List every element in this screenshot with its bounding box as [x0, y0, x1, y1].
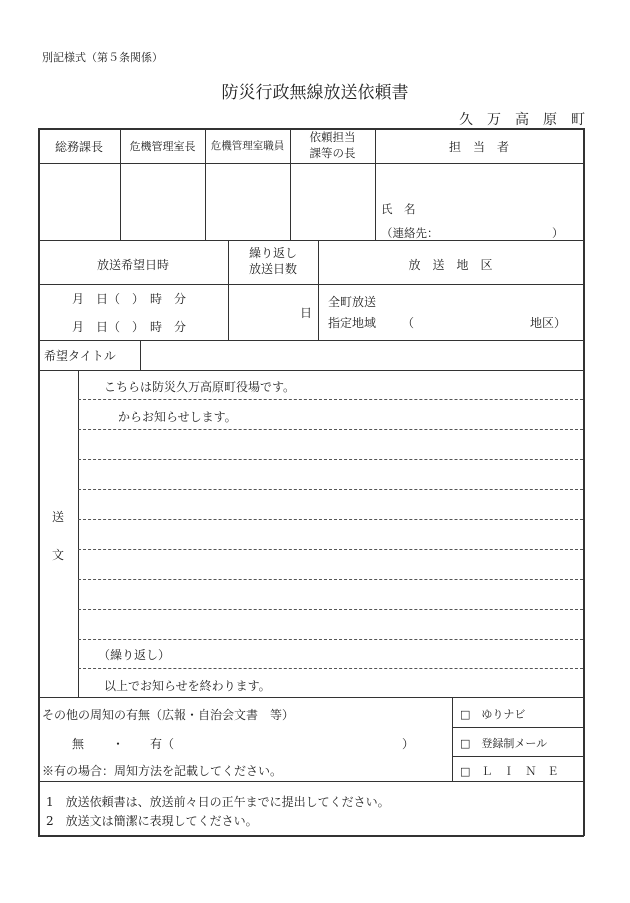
area-all-town[interactable]: 全町放送	[328, 295, 377, 309]
other-note: ※有の場合：周知方法を記載してください。	[42, 764, 283, 778]
name-field[interactable]	[420, 198, 570, 216]
other-yes-close: ）	[402, 737, 415, 751]
page-title: 防災行政無線放送依頼書	[221, 83, 409, 103]
title-row-label: 希望タイトル	[44, 349, 116, 363]
other-yes-option[interactable]: 有（	[150, 737, 175, 751]
contact-field[interactable]	[440, 222, 545, 240]
option-mail[interactable]: □ 登録制メール	[460, 737, 548, 750]
other-separator: ・	[112, 737, 125, 751]
title-field[interactable]	[144, 343, 580, 367]
area-close: 地区）	[530, 316, 567, 330]
option-yurinavi[interactable]: □ ゆりナビ	[460, 708, 526, 721]
area-open-paren: （	[402, 316, 415, 330]
form-label: 別記様式（第５条関係）	[42, 51, 163, 64]
body-repeat: （繰り返し）	[98, 648, 171, 662]
approval-header-general-affairs: 総務課長	[54, 140, 103, 154]
days-field[interactable]	[232, 288, 294, 336]
approval-header-crisis-chief: 危機管理室長	[129, 140, 196, 153]
other-method-field[interactable]	[185, 733, 395, 751]
stamp-cell-crisis-staff[interactable]	[207, 165, 289, 239]
approval-header-crisis-staff: 危機管理室職員	[210, 140, 285, 152]
other-none-option[interactable]: 無	[72, 737, 85, 751]
note-2: 2 放送文は簡潔に表現してください。	[46, 814, 258, 828]
broadcast-area-header: 放 送 地 区	[408, 258, 493, 272]
other-notification-question: その他の周知の有無（広報・自治会文書 等）	[42, 708, 295, 722]
approval-header-requesting-head	[290, 129, 375, 161]
repeat-days-header	[228, 245, 318, 277]
datetime-row-2[interactable]: 月 日（ ） 時 分	[72, 320, 187, 334]
area-specified-field[interactable]	[415, 312, 525, 330]
body-line-2: からお知らせします。	[118, 410, 237, 424]
body-text-area[interactable]	[82, 433, 580, 665]
repeat-days-header-line2: 放送日数	[248, 262, 297, 276]
approval-header-requesting-head-line2: 課等の長	[309, 146, 356, 160]
stamp-cell-general-affairs[interactable]	[40, 165, 119, 239]
area-specified-label: 指定地域	[328, 316, 377, 330]
body-label-1: 送	[52, 510, 65, 524]
datetime-row-1[interactable]: 月 日（ ） 時 分	[72, 292, 187, 306]
contact-label: （連絡先：	[381, 226, 439, 240]
stamp-cell-crisis-chief[interactable]	[122, 165, 204, 239]
days-unit: 日	[300, 306, 313, 320]
stamp-cell-requesting-head[interactable]	[292, 165, 374, 239]
option-line[interactable]: □ Ｌ Ｉ Ｎ Ｅ	[460, 765, 559, 778]
note-1: 1 放送依頼書は、放送前々日の正午までに提出してください。	[46, 795, 390, 809]
contact-close: ）	[552, 226, 564, 240]
approval-header-person-in-charge: 担 当 者	[448, 140, 509, 154]
body-closing: 以上でお知らせを終わります。	[104, 679, 271, 693]
town-name: 久 万 高 原 町	[459, 112, 585, 128]
body-label-2: 文	[52, 548, 65, 562]
repeat-days-header-line1: 繰り返し	[248, 246, 297, 260]
body-line-1: こちらは防災久万高原町役場です。	[104, 380, 296, 394]
name-label: 氏 名	[381, 202, 416, 216]
broadcast-datetime-header: 放送希望日時	[96, 258, 169, 272]
approval-header-requesting-head-line1: 依頼担当	[309, 130, 356, 144]
